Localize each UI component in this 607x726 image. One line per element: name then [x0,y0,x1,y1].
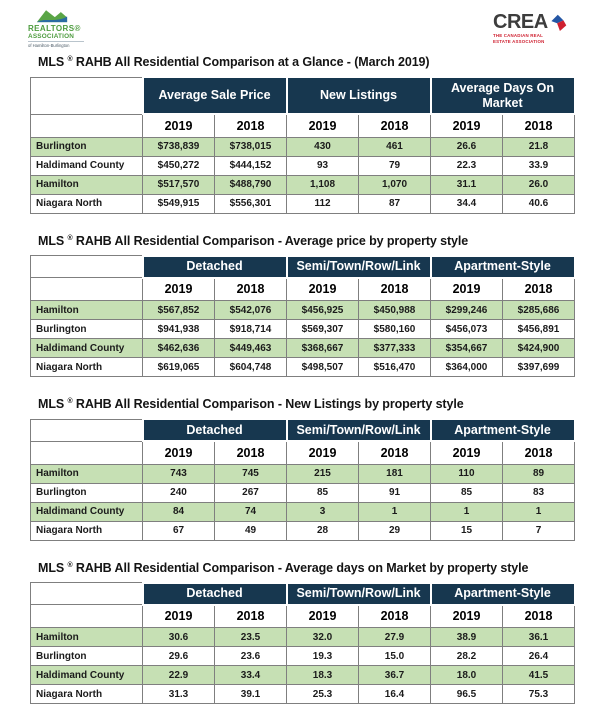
data-cell: 67 [143,521,215,540]
year-header: 2018 [503,605,575,628]
table-title-prefix: MLS [38,55,68,69]
table-title [38,561,574,575]
table-title [38,55,574,69]
data-cell: 23.6 [215,647,287,666]
report-section-4 [30,561,574,705]
crea-tagline-line2: ESTATE ASSOCIATION [493,38,545,44]
corner-cell [31,278,143,301]
data-cell: $567,852 [143,301,215,320]
year-header: 2018 [215,441,287,464]
group-header: Semi/Town/Row/Link [287,419,431,441]
year-header: 2018 [503,441,575,464]
year-header: 2018 [359,605,431,628]
data-cell: 267 [215,483,287,502]
data-cell: 112 [287,194,359,213]
data-cell: 1 [431,502,503,521]
data-cell: 743 [143,464,215,483]
table-row [31,194,575,213]
row-label: Niagara North [31,685,143,704]
data-cell: $918,714 [215,320,287,339]
year-header: 2018 [359,278,431,301]
group-header: Detached [143,256,287,278]
table-row [31,339,575,358]
year-header: 2018 [215,278,287,301]
table-row [31,301,575,320]
data-cell: $580,160 [359,320,431,339]
data-cell: $604,748 [215,358,287,377]
data-cell: 83 [503,483,575,502]
group-header: Detached [143,583,287,605]
crea-logo-tagline [493,33,579,44]
group-header: Semi/Town/Row/Link [287,583,431,605]
data-cell: 15 [431,521,503,540]
group-header: Average Sale Price [143,77,287,114]
year-header: 2018 [503,278,575,301]
data-cell: $285,686 [503,301,575,320]
group-header: Semi/Town/Row/Link [287,256,431,278]
row-label: Hamilton [31,301,143,320]
year-header: 2018 [503,114,575,137]
table-row [31,137,575,156]
data-cell: 7 [503,521,575,540]
data-cell: 430 [287,137,359,156]
data-cell: $542,076 [215,301,287,320]
data-cell: 89 [503,464,575,483]
year-header: 2019 [143,114,215,137]
logo-bar [0,0,607,50]
group-header: Detached [143,419,287,441]
data-cell: $364,000 [431,358,503,377]
year-header: 2018 [215,605,287,628]
report-section-3 [30,397,574,541]
data-cell: $377,333 [359,339,431,358]
rahb-logo-subname: ASSOCIATION [28,33,75,41]
data-cell: 75.3 [503,685,575,704]
row-label: Burlington [31,137,143,156]
data-cell: 32.0 [287,628,359,647]
data-cell: 29 [359,521,431,540]
data-cell: 39.1 [215,685,287,704]
year-header: 2019 [287,441,359,464]
year-header: 2019 [287,114,359,137]
year-header: 2019 [287,605,359,628]
data-cell: 87 [359,194,431,213]
table-title-prefix: MLS [38,233,68,248]
table-title-text: RAHB All Residential Comparison - Average days on Market by property style [72,560,529,575]
data-cell: $450,988 [359,301,431,320]
registered-trademark-symbol: ® [67,561,73,569]
data-cell: 85 [287,483,359,502]
data-cell: 38.9 [431,628,503,647]
data-cell: 19.3 [287,647,359,666]
table-row [31,156,575,175]
crea-tagline-line1: THE CANADIAN REAL [493,33,543,38]
row-label: Burlington [31,647,143,666]
group-header: Apartment-Style [431,256,575,278]
rahb-logo [28,8,106,48]
row-label: Burlington [31,483,143,502]
data-cell: 36.7 [359,666,431,685]
row-label: Burlington [31,320,143,339]
group-header: Apartment-Style [431,583,575,605]
data-cell: 31.3 [143,685,215,704]
data-cell: 84 [143,502,215,521]
table-title-prefix: MLS [38,560,68,575]
data-cell: 31.1 [431,175,503,194]
year-header: 2019 [431,114,503,137]
data-cell: 23.5 [215,628,287,647]
data-cell: 36.1 [503,628,575,647]
table-row [31,464,575,483]
data-cell: 25.3 [287,685,359,704]
data-cell: 26.0 [503,175,575,194]
table-row [31,647,575,666]
table-title [38,397,574,411]
data-cell: 240 [143,483,215,502]
data-cell: $498,507 [287,358,359,377]
year-header: 2019 [143,441,215,464]
table-row [31,502,575,521]
row-label: Hamilton [31,464,143,483]
data-cell: 40.6 [503,194,575,213]
data-cell: 34.4 [431,194,503,213]
crea-logo-name: CREA [493,11,548,33]
row-label: Haldimand County [31,666,143,685]
data-cell: $549,915 [143,194,215,213]
rahb-logo-icon [35,8,69,25]
data-cell: 91 [359,483,431,502]
registered-trademark-symbol: ® [67,397,73,405]
data-cell: 181 [359,464,431,483]
data-cell: 33.4 [215,666,287,685]
report-section-2 [30,234,574,378]
data-cell: $450,272 [143,156,215,175]
table-row [31,521,575,540]
crea-logo [493,8,579,44]
year-header: 2019 [431,278,503,301]
registered-trademark-symbol: ® [67,55,73,63]
table-row [31,320,575,339]
year-header: 2018 [359,441,431,464]
data-cell: $444,152 [215,156,287,175]
row-label: Niagara North [31,194,143,213]
data-cell: 33.9 [503,156,575,175]
year-header: 2019 [287,278,359,301]
corner-cell [31,256,143,278]
data-cell: 85 [431,483,503,502]
row-label: Hamilton [31,175,143,194]
table-title-prefix: MLS [38,397,68,411]
data-cell: 22.3 [431,156,503,175]
data-cell: $569,307 [287,320,359,339]
data-cell: $556,301 [215,194,287,213]
comparison-table-1 [30,76,576,214]
data-cell: $354,667 [431,339,503,358]
data-cell: $941,938 [143,320,215,339]
data-cell: 27.9 [359,628,431,647]
data-cell: 18.3 [287,666,359,685]
data-cell: 3 [287,502,359,521]
data-cell: 41.5 [503,666,575,685]
report-sections [0,55,607,704]
row-label: Haldimand County [31,339,143,358]
data-cell: 26.6 [431,137,503,156]
year-header: 2019 [431,605,503,628]
table-title-text: RAHB All Residential Comparison at a Glance - (March 2019) [72,55,430,69]
year-header: 2018 [215,114,287,137]
table-row [31,483,575,502]
rahb-logo-tagline: of Hamilton-Burlington [28,41,84,48]
data-cell: 21.8 [503,137,575,156]
crea-arrow-icon [550,13,567,32]
data-cell: $456,925 [287,301,359,320]
data-cell: 30.6 [143,628,215,647]
row-label: Haldimand County [31,156,143,175]
corner-cell [31,441,143,464]
data-cell: $462,636 [143,339,215,358]
data-cell: 74 [215,502,287,521]
data-cell: 49 [215,521,287,540]
data-cell: 22.9 [143,666,215,685]
table-title [38,234,574,248]
table-title-text: RAHB All Residential Comparison - Average price by property style [72,233,469,248]
data-cell: 29.6 [143,647,215,666]
corner-cell [31,583,143,605]
data-cell: $517,570 [143,175,215,194]
row-label: Niagara North [31,358,143,377]
comparison-table-4 [30,582,576,705]
table-row [31,666,575,685]
group-header: Apartment-Style [431,419,575,441]
data-cell: $738,015 [215,137,287,156]
table-row [31,685,575,704]
data-cell: 110 [431,464,503,483]
data-cell: 1,070 [359,175,431,194]
table-row [31,175,575,194]
year-header: 2018 [359,114,431,137]
rahb-logo-name: REALTORS® [28,24,81,33]
data-cell: 1,108 [287,175,359,194]
data-cell: 93 [287,156,359,175]
report-section-1 [30,55,574,214]
data-cell: 1 [359,502,431,521]
data-cell: $738,839 [143,137,215,156]
row-label: Haldimand County [31,502,143,521]
data-cell: 16.4 [359,685,431,704]
data-cell: 96.5 [431,685,503,704]
year-header: 2019 [143,605,215,628]
group-header: Average Days On Market [431,77,575,114]
data-cell: $397,699 [503,358,575,377]
table-title-text: RAHB All Residential Comparison - New Listings by property style [72,397,464,411]
registered-trademark-symbol: ® [67,234,73,242]
group-header: New Listings [287,77,431,114]
data-cell: $619,065 [143,358,215,377]
data-cell: $368,667 [287,339,359,358]
data-cell: 461 [359,137,431,156]
row-label: Niagara North [31,521,143,540]
table-row [31,358,575,377]
data-cell: $424,900 [503,339,575,358]
data-cell: 18.0 [431,666,503,685]
data-cell: $449,463 [215,339,287,358]
data-cell: 28.2 [431,647,503,666]
year-header: 2019 [143,278,215,301]
corner-cell [31,419,143,441]
data-cell: $299,246 [431,301,503,320]
data-cell: 26.4 [503,647,575,666]
data-cell: 745 [215,464,287,483]
year-header: 2019 [431,441,503,464]
corner-cell [31,77,143,114]
data-cell: $456,891 [503,320,575,339]
row-label: Hamilton [31,628,143,647]
data-cell: 79 [359,156,431,175]
table-row [31,628,575,647]
data-cell: 15.0 [359,647,431,666]
data-cell: 215 [287,464,359,483]
comparison-table-2 [30,255,576,378]
comparison-table-3 [30,418,576,541]
data-cell: 28 [287,521,359,540]
data-cell: 1 [503,502,575,521]
data-cell: $516,470 [359,358,431,377]
data-cell: $456,073 [431,320,503,339]
corner-cell [31,114,143,137]
data-cell: $488,790 [215,175,287,194]
corner-cell [31,605,143,628]
